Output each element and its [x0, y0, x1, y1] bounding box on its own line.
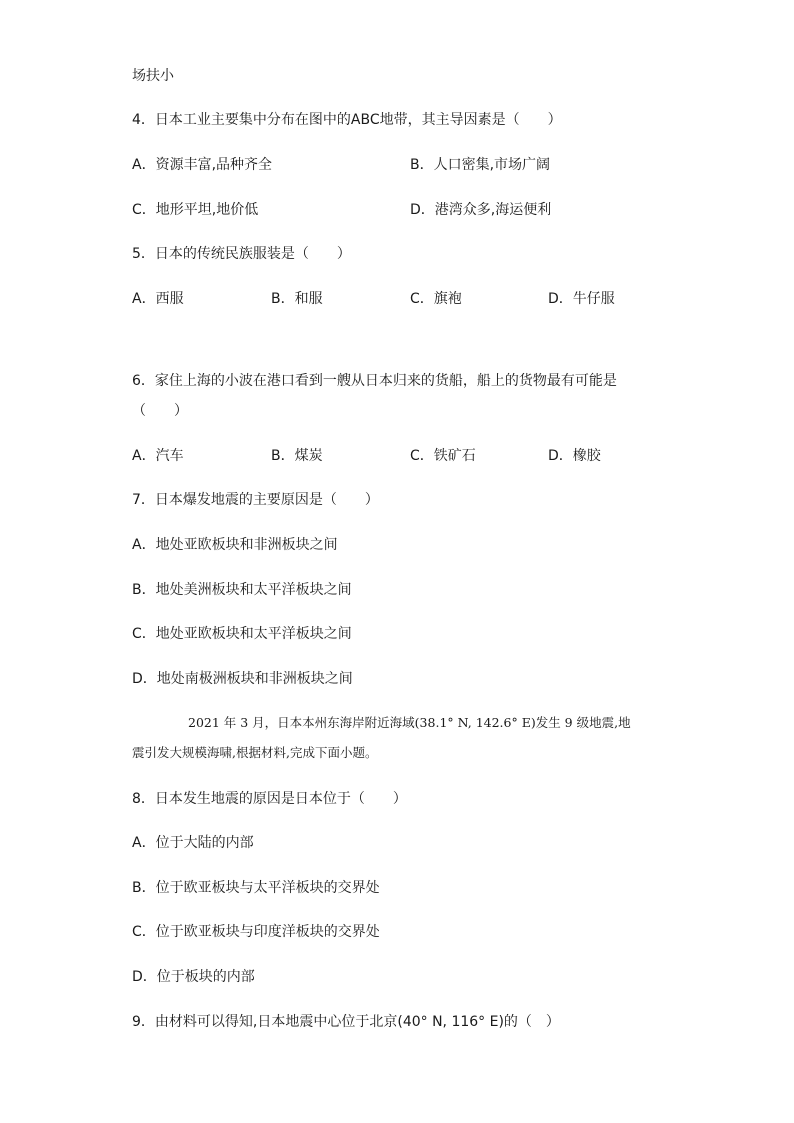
- question-5-option-d: D．牛仔服: [548, 291, 615, 307]
- question-8-option-a: A．位于大陆的内部: [132, 835, 254, 851]
- question-6-option-a: A．汽车: [132, 448, 184, 464]
- question-6-stem-continued: （ ）: [132, 403, 188, 419]
- material-line-2: 震引发大规模海啸,根据材料,完成下面小题。: [132, 745, 378, 760]
- material-line-1: 2021 年 3 月，日本本州东海岸附近海域(38.1° N, 142.6° E)发生 9 级地震,地: [188, 715, 631, 730]
- question-4-option-c: C．地形平坦,地价低: [132, 202, 259, 218]
- material-passage: [132, 713, 672, 763]
- question-6-stem: 6．家住上海的小波在港口看到一艘从日本归来的货船，船上的货物最有可能是: [132, 373, 617, 389]
- question-5-stem: 5．日本的传统民族服装是（ ）: [132, 246, 351, 262]
- question-5-option-a: A．西服: [132, 291, 184, 307]
- question-4-option-b: B．人口密集,市场广阔: [410, 157, 551, 173]
- question-7-stem: 7．日本爆发地震的主要原因是（ ）: [132, 492, 379, 508]
- question-7-option-d: D．地处南极洲板块和非洲板块之间: [132, 671, 353, 687]
- question-7-option-a: A．地处亚欧板块和非洲板块之间: [132, 537, 338, 553]
- question-4-stem: 4．日本工业主要集中分布在图中的ABC地带，其主导因素是（ ）: [132, 112, 562, 128]
- question-5-option-b: B．和服: [271, 291, 323, 307]
- question-9-stem: 9．由材料可以得知,日本地震中心位于北京(40° N, 116° E)的（ ）: [132, 1014, 560, 1030]
- question-6-option-b: B．煤炭: [271, 448, 323, 464]
- question-8-stem: 8．日本发生地震的原因是日本位于（ ）: [132, 791, 407, 807]
- question-6-option-c: C．铁矿石: [410, 448, 476, 464]
- top-text-fragment: 场扶小: [132, 68, 174, 84]
- question-8-option-d: D．位于板块的内部: [132, 969, 255, 985]
- question-4-option-a: A．资源丰富,品种齐全: [132, 157, 273, 173]
- question-5-option-c: C．旗袍: [410, 291, 462, 307]
- question-4-option-d: D．港湾众多,海运便利: [410, 202, 552, 218]
- question-7-option-b: B．地处美洲板块和太平洋板块之间: [132, 582, 352, 598]
- question-8-option-b: B．位于欧亚板块与太平洋板块的交界处: [132, 880, 380, 896]
- question-7-option-c: C．地处亚欧板块和太平洋板块之间: [132, 626, 352, 642]
- question-6-option-d: D．橡胶: [548, 448, 601, 464]
- question-8-option-c: C．位于欧亚板块与印度洋板块的交界处: [132, 924, 380, 940]
